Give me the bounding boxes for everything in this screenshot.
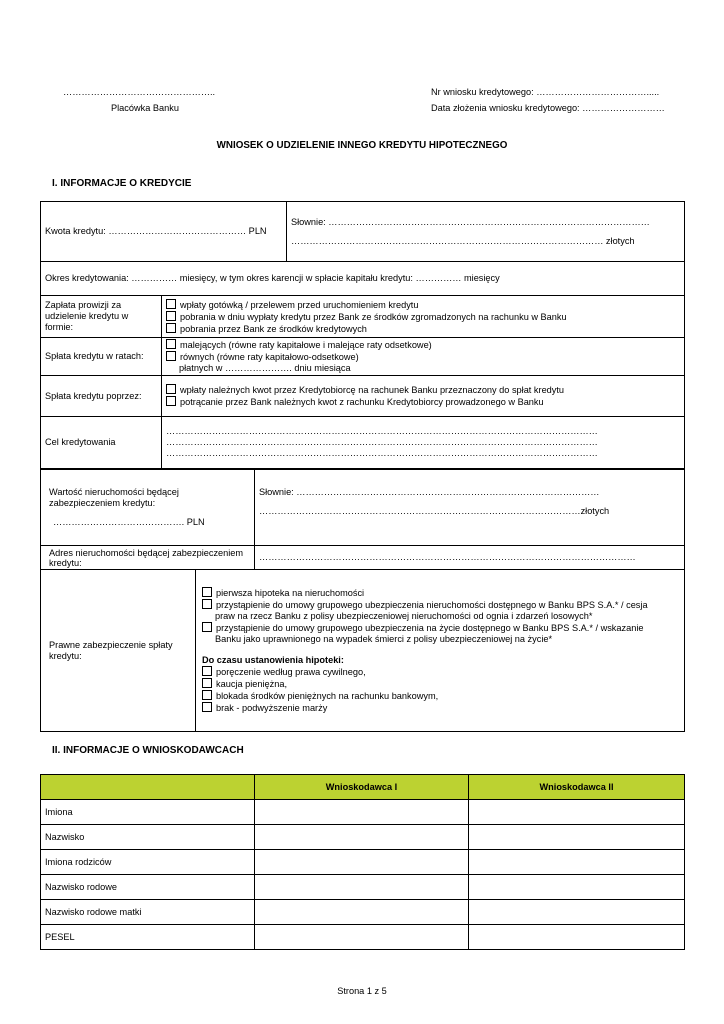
applicant-1-mother-maiden-name-field[interactable]	[255, 900, 469, 925]
loan-purpose-field[interactable]: …………………………………………………………………………………………………………………………… …………………………………………………………………………………………………………………………… ……………………………………………………………………………………………………………………………	[162, 417, 685, 469]
installment-option-equal[interactable]: równych (równe raty kapitałowo-odsetkowe)	[166, 351, 680, 363]
application-number-field[interactable]: Nr wniosku kredytowego: ……………………………….....	[431, 87, 660, 97]
checkbox[interactable]	[202, 599, 212, 609]
row-label: Imiona rodziców	[41, 850, 255, 875]
table-row	[41, 850, 685, 875]
application-date-field[interactable]: Data złożenia wniosku kredytowego: ………………………	[431, 103, 665, 113]
applicant-1-pesel-field[interactable]	[255, 925, 469, 950]
interim-option-guarantee[interactable]: poręczenie według prawa cywilnego,	[202, 666, 680, 678]
repayment-option-2[interactable]: potrącanie przez Bank należnych kwot z rachunku Kredytobiorcy prowadzonego w Banku	[166, 396, 680, 408]
commission-option-2[interactable]: pobrania w dniu wypłaty kredytu przez Bank ze środków zgromadzonych na rachunku w Banku	[166, 311, 680, 323]
interim-option-deposit[interactable]: kaucja pieniężna,	[202, 678, 680, 690]
checkbox[interactable]	[166, 396, 176, 406]
checkbox[interactable]	[166, 323, 176, 333]
property-address-field[interactable]: ……………………………………………………………………………………………………………	[255, 546, 685, 570]
security-option-property-insurance[interactable]: przystąpienie do umowy grupowego ubezpieczenia nieruchomości dostępnego w Banku BPS S.A.* / cesja	[202, 599, 680, 611]
checkbox[interactable]	[166, 311, 176, 321]
section-1-heading: I. INFORMACJE O KREDYCIE	[52, 178, 192, 189]
bank-branch-field[interactable]: …………………………………………..	[63, 87, 216, 97]
applicant-1-first-names-field[interactable]	[255, 800, 469, 825]
checkbox[interactable]	[202, 666, 212, 676]
applicant-2-surname-field[interactable]	[469, 825, 685, 850]
applicant-1-surname-field[interactable]	[255, 825, 469, 850]
table-header-empty	[41, 775, 255, 800]
checkbox[interactable]	[166, 384, 176, 394]
checkbox[interactable]	[166, 339, 176, 349]
checkbox[interactable]	[202, 678, 212, 688]
table-row	[41, 875, 685, 900]
property-address-label: Adres nieruchomości będącej zabezpieczeniem kredytu:	[41, 546, 255, 570]
row-label: Imiona	[41, 800, 255, 825]
security-option-life-insurance[interactable]: przystąpienie do umowy grupowego ubezpieczenia na życie dostępnego w Banku BPS S.A.* / wskazanie	[202, 622, 680, 634]
applicant-2-first-names-field[interactable]	[469, 800, 685, 825]
security-option-mortgage[interactable]: pierwsza hipoteka na nieruchomości	[202, 587, 680, 599]
payment-day-field[interactable]: płatnych w …………………. dniu miesiąca	[179, 363, 351, 373]
table-row	[41, 925, 685, 950]
loan-period-field[interactable]: Okres kredytowania: …………… miesięcy, w tym okres karencji w spłacie kapitału kredytu: …………… miesięcy	[41, 262, 685, 296]
loan-amount-words-field[interactable]: Słownie: …………………………………………………………………………………………… ………………………………………………………………………………………… złotych	[287, 202, 685, 262]
checkbox[interactable]	[202, 702, 212, 712]
loan-purpose-label: Cel kredytowania	[41, 417, 162, 469]
property-value-cell[interactable]	[41, 470, 255, 546]
property-value-field[interactable]: ……………………………………. PLN	[53, 517, 205, 527]
table-header-applicant-2: Wnioskodawca II	[469, 775, 685, 800]
row-label: Nazwisko	[41, 825, 255, 850]
applicant-2-maiden-name-field[interactable]	[469, 875, 685, 900]
repayment-method-label: Spłata kredytu poprzez:	[41, 376, 162, 417]
page-number: Strona 1 z 5	[337, 986, 387, 996]
applicant-1-maiden-name-field[interactable]	[255, 875, 469, 900]
applicant-1-parents-names-field[interactable]	[255, 850, 469, 875]
table-row	[41, 900, 685, 925]
table-header-applicant-1: Wnioskodawca I	[255, 775, 469, 800]
property-value-words-field[interactable]: Słownie: ……………………………………………………………………………………… ……………………………………………………………………………………………złotych	[255, 470, 685, 546]
checkbox[interactable]	[202, 690, 212, 700]
row-label: PESEL	[41, 925, 255, 950]
bank-branch-label: Placówka Banku	[111, 103, 179, 113]
installment-option-decreasing[interactable]: malejących (równe raty kapitałowe i malejące raty odsetkowe)	[166, 339, 680, 351]
security-option-life-insurance-cont: Banku jako uprawnionego na wypadek śmierci z polisy ubezpieczeniowej na życie*	[215, 634, 553, 644]
commission-option-3[interactable]: pobrania przez Bank ze środków kredytowych	[166, 323, 680, 335]
installments-label: Spłata kredytu w ratach:	[41, 338, 162, 376]
applicant-2-pesel-field[interactable]	[469, 925, 685, 950]
checkbox[interactable]	[202, 622, 212, 632]
checkbox[interactable]	[166, 351, 176, 361]
applicant-2-parents-names-field[interactable]	[469, 850, 685, 875]
commission-option-1[interactable]: wpłaty gotówką / przelewem przed uruchomieniem kredytu	[166, 299, 680, 311]
interim-option-margin[interactable]: brak - podwyższenie marży	[202, 702, 680, 714]
security-option-property-insurance-cont: praw na rzecz Banku z polisy ubezpieczeniowej nieruchomości od ognia i zdarzeń losowych*	[215, 611, 593, 621]
section-2-heading: II. INFORMACJE O WNIOSKODAWCACH	[52, 745, 244, 756]
checkbox[interactable]	[166, 299, 176, 309]
table-row	[41, 800, 685, 825]
commission-label: Zapłata prowizji za udzielenie kredytu w formie:	[41, 296, 162, 338]
loan-amount-field[interactable]: Kwota kredytu: ……………………………………… PLN	[41, 202, 287, 262]
row-label: Nazwisko rodowe matki	[41, 900, 255, 925]
repayment-option-1[interactable]: wpłaty należnych kwot przez Kredytobiorcę na rachunek Banku przeznaczony do spłat kredytu	[166, 384, 680, 396]
applicant-2-mother-maiden-name-field[interactable]	[469, 900, 685, 925]
table-row	[41, 825, 685, 850]
property-value-label: Wartość nieruchomości będącej zabezpieczeniem kredytu:	[49, 487, 179, 508]
applicants-table	[40, 774, 685, 950]
legal-security-label: Prawne zabezpieczenie spłaty kredytu:	[41, 570, 196, 732]
checkbox[interactable]	[202, 587, 212, 597]
interim-security-heading: Do czasu ustanowienia hipoteki:	[202, 655, 344, 665]
row-label: Nazwisko rodowe	[41, 875, 255, 900]
document-title: WNIOSEK O UDZIELENIE INNEGO KREDYTU HIPOTECZNEGO	[216, 140, 508, 151]
interim-option-blockade[interactable]: blokada środków pieniężnych na rachunku bankowym,	[202, 690, 680, 702]
